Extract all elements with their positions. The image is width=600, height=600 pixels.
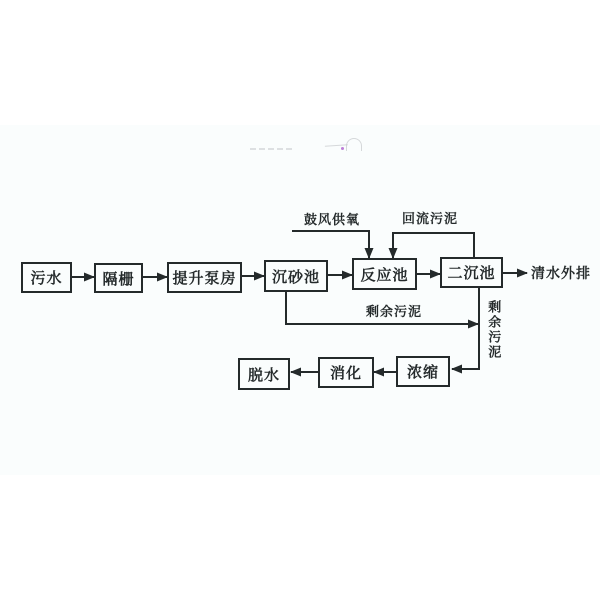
node-lift-pump-house: 提升泵房 — [167, 262, 242, 293]
node-thickening: 浓缩 — [396, 356, 450, 387]
node-reaction-tank: 反应池 — [352, 258, 417, 290]
label-effluent-out: 清水外排 — [531, 265, 591, 281]
label-blast-aeration: 鼓风供氧 — [304, 212, 361, 227]
node-sewage: 污水 — [21, 262, 72, 293]
arrow-excess-sludge-to-thickening — [452, 288, 479, 369]
node-grit-chamber: 沉砂池 — [264, 260, 328, 292]
label-excess-sludge: 剩余污泥 — [366, 304, 423, 319]
node-dewatering: 脱水 — [238, 358, 290, 390]
label-return-sludge: 回流污泥 — [402, 211, 459, 226]
arrow-return-sludge-to-reaction — [393, 233, 474, 258]
node-digestion: 消化 — [318, 357, 374, 388]
arrow-blast-aeration-to-reaction — [292, 231, 369, 258]
node-bar-screen: 隔栅 — [94, 263, 143, 293]
label-excess-sludge-vertical: 剩余污泥 — [486, 300, 502, 360]
node-secondary-clarifier: 二沉池 — [440, 257, 503, 288]
